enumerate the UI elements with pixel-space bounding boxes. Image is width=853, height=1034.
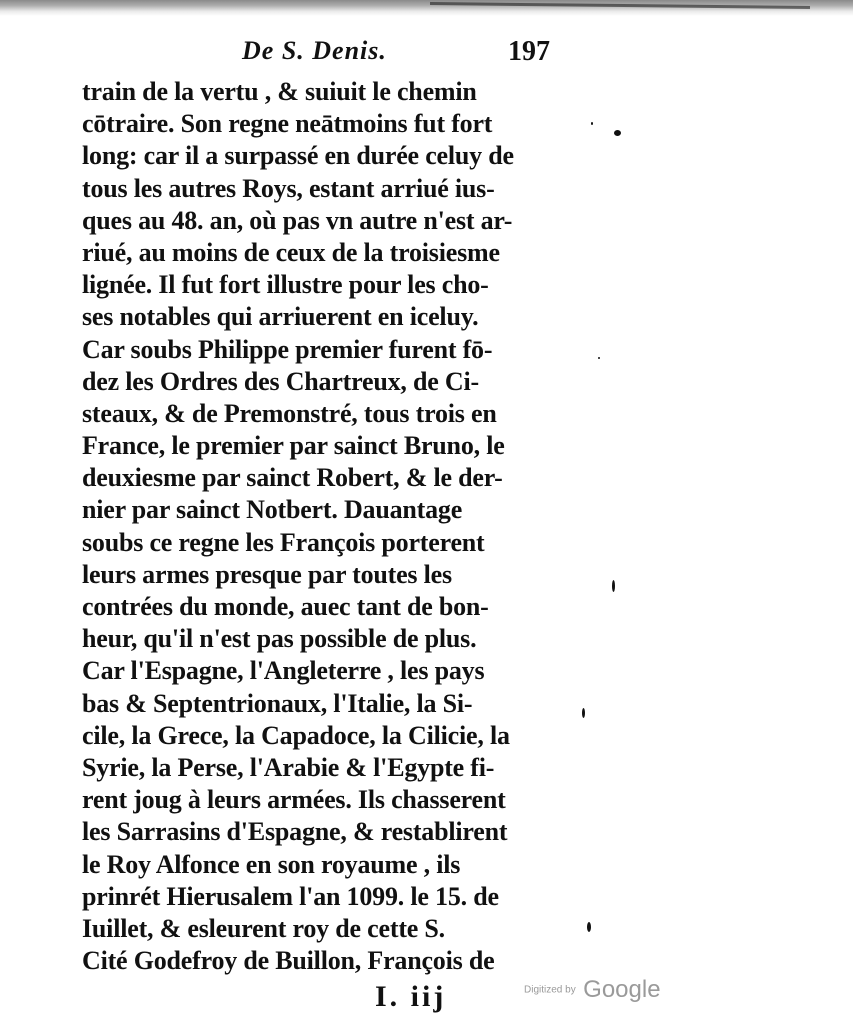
page-header	[220, 36, 550, 72]
text-line: Car soubs Philippe premier furent fō-	[82, 334, 493, 364]
text-line: train de la vertu , & suiuit le chemin	[82, 77, 477, 106]
watermark-brand: Google	[583, 976, 661, 1003]
text-line: Cité Godefroy de Buillon, François de	[82, 946, 495, 976]
page-number: 197	[508, 36, 550, 67]
text-line: ques au 48. an, où pas vn autre n'est ar-	[82, 205, 513, 235]
text-line: soubs ce regne les François porterent	[82, 527, 485, 557]
text-line: lignée. Il fut fort illustre pour les cho-	[82, 270, 489, 300]
text-line: bas & Septentrionaux, l'Italie, la Si-	[82, 688, 473, 718]
text-line: le Roy Alfonce en son royaume , ils	[82, 849, 461, 879]
text-line: tous les autres Roys, estant arriué ius-	[82, 173, 495, 203]
text-line: ses notables qui arriuerent en iceluy.	[82, 302, 479, 332]
ink-speck	[612, 580, 615, 592]
text-line: riué, au moins de ceux de la troisiesme	[82, 237, 500, 267]
body-text	[82, 76, 542, 977]
text-line: dez les Ordres des Chartreux, de Ci-	[82, 366, 479, 396]
ink-speck	[614, 130, 621, 136]
text-line: nier par sainct Notbert. Dauantage	[82, 495, 463, 525]
google-watermark	[524, 976, 661, 1004]
text-line: Syrie, la Perse, l'Arabie & l'Egypte fi-	[82, 752, 495, 782]
text-line: France, le premier par sainct Bruno, le	[82, 431, 505, 461]
text-line: les Sarrasins d'Espagne, & restablirent	[82, 817, 508, 847]
signature-mark: I. iij	[375, 980, 447, 1013]
text-line: steaux, & de Premonstré, tous trois en	[82, 398, 497, 428]
ink-speck	[582, 708, 585, 718]
text-line: prinrét Hierusalem l'an 1099. le 15. de	[82, 881, 499, 911]
text-line: rent joug à leurs armées. Ils chasserent	[82, 785, 506, 815]
text-line: deuxiesme par sainct Robert, & le der-	[82, 463, 503, 493]
ink-speck	[587, 922, 591, 932]
ink-speck	[598, 357, 600, 359]
text-line: long: car il a surpassé en durée celuy de	[82, 141, 514, 171]
watermark-prefix: Digitized by	[524, 984, 576, 996]
ink-speck	[591, 122, 593, 125]
text-line: cōtraire. Son regne neātmoins fut fort	[82, 109, 493, 139]
text-line: heur, qu'il n'est pas possible de plus.	[82, 624, 477, 654]
text-line: cile, la Grece, la Capadoce, la Cilicie, la	[82, 720, 510, 750]
text-line: Car l'Espagne, l'Angleterre , les pays	[82, 656, 485, 686]
text-line: leurs armes presque par toutes les	[82, 559, 452, 589]
text-line: contrées du monde, auec tant de bon-	[82, 592, 489, 621]
text-line: Iuillet, & esleurent roy de cette S.	[82, 913, 445, 943]
running-head: De S. Denis.	[242, 36, 387, 65]
